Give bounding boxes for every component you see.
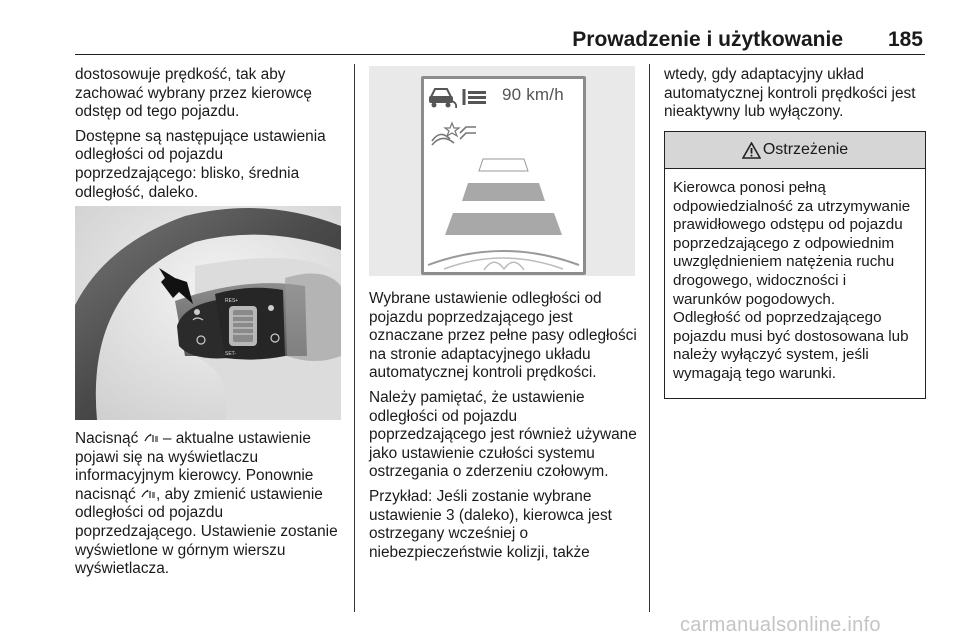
driver-information-display [421, 76, 586, 275]
col1-p3-part-a: Nacisnąć [75, 430, 139, 447]
warning-header [665, 132, 925, 169]
col1-p3-part-b: – aktualne ustawienie pojawi się na wyświetlaczu informacyjnym kierowcy. Ponownie nacisnąć [75, 430, 314, 503]
page-number: 185 [887, 28, 923, 51]
distance-button-icon [143, 431, 159, 444]
warning-triangle-icon [742, 142, 761, 159]
column-divider-1 [354, 64, 355, 612]
column-1-text [75, 66, 343, 208]
col1-p3-part-c: , aby zmienić ustawienie odległości od pojazdu poprzedzającego. Ustawienie zostanie wyświetlone w górnym wierszu wyświetlacza. [75, 485, 338, 578]
set-speed-readout: 90 km/h [502, 85, 564, 104]
column-2-text [369, 290, 637, 568]
col1-paragraph-1: dostosowuje prędkość, tak aby zachować wybrany przez kierowcę odstęp od tego pojazdu. [75, 66, 312, 121]
acc-display-figure [369, 66, 635, 276]
watermark: carmanualsonline.info [680, 614, 881, 636]
warning-title: Ostrzeżenie [762, 141, 849, 158]
col2-paragraph-1: Wybrane ustawienie odległości od pojazdu poprzedzającego jest oznaczane przez pełne pasy odległości na stronie adaptacyjnego układu automatycznej kontroli prędkości. [369, 290, 637, 382]
warning-box [664, 131, 926, 399]
warning-body [665, 169, 925, 384]
warning-paragraph-2: Odległość od poprzedzającego pojazdu musi być dostosowana lub należy wyłączyć system, jeśli wymagają tego warunki. [673, 309, 909, 382]
res-label: RES+ [225, 298, 239, 304]
distance-bars-icon [460, 87, 488, 107]
col2-paragraph-3: Przykład: Jeśli zostanie wybrane ustawienie 3 (daleko), kierowca jest ostrzegany wcześniej o niebezpieczeństwie kolizji, także [369, 487, 612, 561]
page-header [75, 26, 925, 55]
warning-paragraph-1: Kierowca ponosi pełną odpowiedzialność za utrzymywanie prawidłowego odstępu od pojazdu poprzedzającego z odpowiednim uwzględnieniem natężenia ruchu drogowego, widoczności i warunków pogodowych. [673, 179, 911, 308]
col1-paragraph-3 [75, 430, 343, 579]
column-3-text [664, 66, 930, 128]
distance-gap-bars [424, 157, 583, 272]
steering-wheel-photo [75, 206, 341, 420]
vehicle-ahead-icon [428, 85, 458, 109]
column-divider-2 [649, 64, 650, 612]
col2-paragraph-2: Należy pamiętać, że ustawienie odległości od pojazdu poprzedzającego jest również używane jako ustawienie czułości systemu ostrzegania o zderzeniu czołowym. [369, 388, 637, 481]
collision-alert-icon [430, 119, 478, 147]
distance-button-icon [140, 487, 156, 500]
set-label: SET- [225, 351, 237, 357]
col1-paragraph-2: Dostępne są następujące ustawienia odległości od pojazdu poprzedzającego: blisko, średnia odległość, daleko. [75, 127, 326, 201]
col3-paragraph-1: wtedy, gdy adaptacyjny układ automatycznej kontroli prędkości jest nieaktywny lub wyłączony. [664, 66, 916, 121]
page-title: Prowadzenie i użytkowanie [572, 28, 843, 51]
